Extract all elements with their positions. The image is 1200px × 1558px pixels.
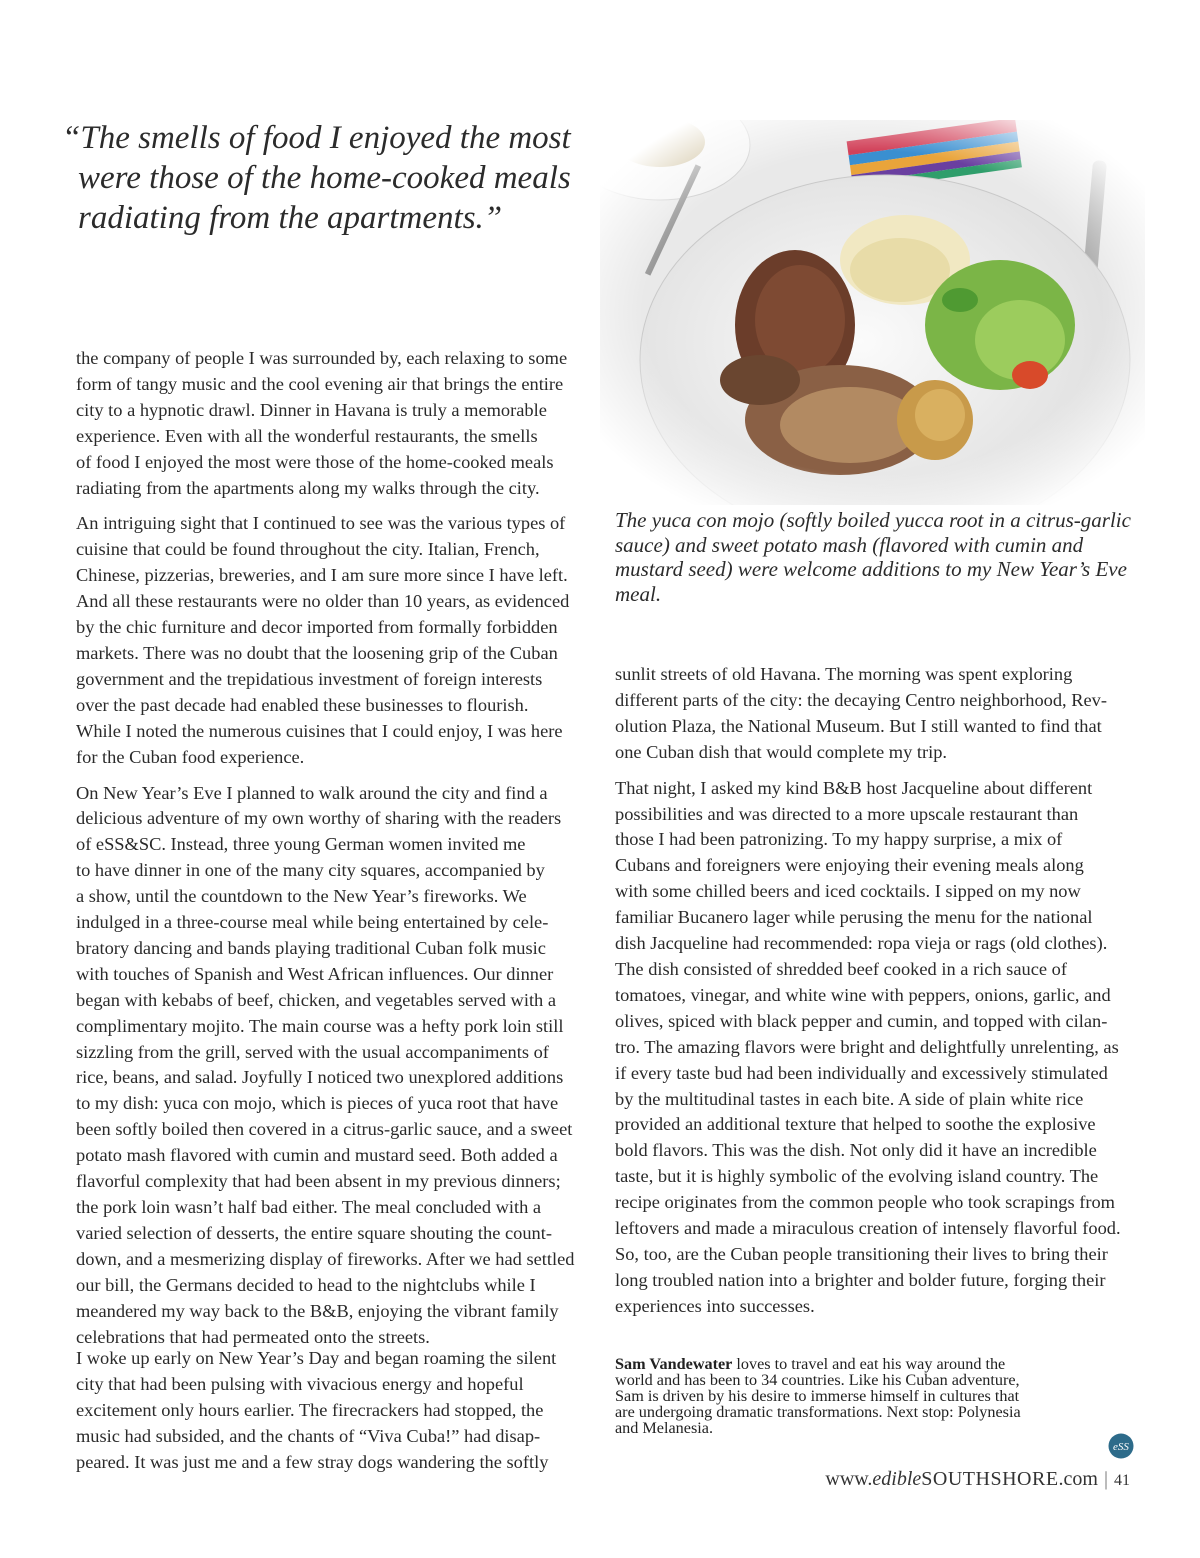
text-line: olives, spiced with black pepper and cumin, and topped with cilan-: [615, 1010, 1108, 1031]
text-line: provided an additional texture that helped to soothe the explosive: [615, 1114, 1096, 1135]
text-line: indulged in a three-course meal while being entertained by cele-: [76, 912, 549, 933]
bio-text: loves to travel and eat his way around the: [732, 1355, 1006, 1373]
text-line: to my dish: yuca con mojo, which is pieces of yuca root that have: [76, 1093, 559, 1114]
text-line: leftovers and made a miraculous creation of intensely flavorful food.: [615, 1218, 1121, 1239]
text-line: government and the trepidatious investment of foreign interests: [76, 668, 543, 689]
bio-line: world and has been to 34 countries. Like his Cuban adventure,: [615, 1371, 1020, 1389]
text-line: meandered my way back to the B&B, enjoying the vibrant family: [76, 1300, 559, 1321]
text-line: That night, I asked my kind B&B host Jacqueline about different: [615, 777, 1093, 798]
text-line: Cubans and foreigners were enjoying their evening meals along: [615, 855, 1084, 876]
caption-line: The yuca con mojo (softly boiled yucca root in a citrus-garlic: [615, 508, 1131, 532]
text-line: rice, beans, and salad. Joyfully I noticed two unexplored additions: [76, 1067, 564, 1088]
text-line: delicious adventure of my own worthy of sharing with the readers: [76, 808, 562, 829]
bio-line: are undergoing dramatic transformations. Next stop: Polynesia: [615, 1403, 1021, 1421]
paragraph: [76, 511, 586, 770]
text-line: I woke up early on New Year’s Day and began roaming the silent: [76, 1348, 557, 1368]
text-line: tro. The amazing flavors were bright and delightfully unrelenting, as: [615, 1036, 1119, 1057]
text-line: bratory dancing and bands playing traditional Cuban folk music: [76, 937, 546, 958]
paragraph: [76, 1346, 586, 1476]
right-column: [615, 662, 1145, 1330]
text-line: flavorful complexity that had been absent in my previous dinners;: [76, 1171, 561, 1192]
pull-quote-line: “The smells of food I enjoyed the most: [62, 120, 571, 156]
text-line: potato mash flavored with cumin and mustard seed. Both added a: [76, 1145, 558, 1166]
text-line: excitement only hours earlier. The firecrackers had stopped, the: [76, 1399, 544, 1420]
text-line: a show, until the countdown to the New Year’s fireworks. We: [76, 886, 527, 907]
paragraph: [76, 346, 586, 501]
photo-caption: [615, 508, 1145, 606]
url-suffix: .com: [1058, 1468, 1098, 1490]
text-line: radiating from the apartments along my walks through the city.: [76, 477, 540, 498]
text-line: of food I enjoyed the most were those of the home-cooked meals: [76, 451, 554, 472]
text-line: experiences into successes.: [615, 1295, 815, 1316]
text-line: with touches of Spanish and West African influences. Our dinner: [76, 963, 554, 984]
text-line: form of tangy music and the cool evening air that brings the entire: [76, 373, 564, 394]
author-bio: [615, 1356, 1115, 1436]
text-line: been softly boiled then covered in a citrus-garlic sauce, and a sweet: [76, 1119, 573, 1140]
caption-line: mustard seed) were welcome additions to my New Year’s Eve: [615, 557, 1127, 581]
left-column-top: [76, 346, 586, 1360]
text-line: city that had been pulsing with vivacious energy and hopeful: [76, 1373, 524, 1394]
text-line: complimentary mojito. The main course was a hefty pork loin still: [76, 1015, 564, 1036]
text-line: by the chic furniture and decor imported from formally forbidden: [76, 617, 558, 638]
text-line: over the past decade had enabled these businesses to flourish.: [76, 694, 529, 715]
text-line: tomatoes, vinegar, and white wine with peppers, onions, garlic, and: [615, 984, 1111, 1005]
pull-quote-line: were those of the home-cooked meals: [78, 160, 571, 196]
text-line: the company of people I was surrounded by, each relaxing to some: [76, 348, 568, 368]
footer-url: [825, 1468, 1098, 1490]
text-line: dish Jacqueline had recommended: ropa vieja or rags (old clothes).: [615, 933, 1108, 954]
text-line: the pork loin wasn’t half bad either. The meal concluded with a: [76, 1197, 542, 1217]
text-line: sizzling from the grill, served with the usual accompaniments of: [76, 1041, 549, 1062]
pull-quote-line: radiating from the apartments.”: [78, 200, 503, 236]
text-line: celebrations that had permeated onto the streets.: [76, 1326, 430, 1347]
text-line: On New Year’s Eve I planned to walk around the city and find a: [76, 782, 548, 803]
text-line: if every taste bud had been individually and excessively stimulated: [615, 1062, 1108, 1083]
text-line: music had subsided, and the chants of “Viva Cuba!” had disap-: [76, 1425, 541, 1446]
paragraph: [615, 662, 1145, 766]
bio-line: Sam is driven by his desire to immerse himself in cultures that: [615, 1387, 1020, 1405]
url-edible: edible: [872, 1468, 922, 1490]
text-line: for the Cuban food experience.: [76, 746, 305, 767]
footer-separator: |: [1103, 1468, 1108, 1490]
text-line: to have dinner in one of the many city squares, accompanied by: [76, 860, 545, 881]
page-number: 41: [1114, 1472, 1130, 1489]
text-line: varied selection of desserts, the entire square shouting the count-: [76, 1222, 552, 1243]
text-line: city to a hypnotic drawl. Dinner in Havana is truly a memorable: [76, 399, 547, 420]
url-brand: SOUTHSHORE: [921, 1468, 1059, 1490]
food-photo: [600, 120, 1145, 505]
caption-line: meal.: [615, 581, 662, 606]
pull-quote: [62, 118, 582, 238]
paragraph: [615, 776, 1145, 1320]
text-line: familiar Bucanero lager while perusing the menu for the national: [615, 907, 1093, 928]
bio-line: and Melanesia.: [615, 1419, 713, 1437]
text-line: with some chilled beers and iced cocktails. I sipped on my now: [615, 881, 1081, 902]
text-line: bold flavors. This was the dish. Not only did it have an incredible: [615, 1140, 1097, 1161]
url-prefix: www.: [825, 1468, 873, 1490]
text-line: experience. Even with all the wonderful restaurants, the smells: [76, 425, 538, 446]
page-footer: [780, 1466, 1130, 1494]
author-name: Sam Vandewater: [615, 1355, 733, 1373]
text-line: our bill, the Germans decided to head to the nightclubs while I: [76, 1274, 536, 1295]
text-line: And all these restaurants were no older than 10 years, as evidenced: [76, 591, 570, 612]
text-line: sunlit streets of old Havana. The morning was spent exploring: [615, 664, 1073, 684]
text-line: olution Plaza, the National Museum. But I still wanted to find that: [615, 715, 1102, 736]
text-line: markets. There was no doubt that the loosening grip of the Cuban: [76, 642, 558, 663]
text-line: Chinese, pizzerias, breweries, and I am sure more since I have left.: [76, 565, 568, 586]
text-line: one Cuban dish that would complete my trip.: [615, 741, 948, 762]
left-column-bottom: [76, 1346, 586, 1486]
paragraph: [76, 781, 586, 1351]
text-line: So, too, are the Cuban people transitioning their lives to bring their: [615, 1243, 1108, 1264]
text-line: recipe originates from the common people who took scrapings from: [615, 1192, 1115, 1213]
text-line: down, and a mesmerizing display of fireworks. After we had settled: [76, 1248, 575, 1269]
text-line: peared. It was just me and a few stray dogs wandering the softly: [76, 1451, 549, 1472]
bio-line: [615, 1356, 1115, 1372]
text-line: An intriguing sight that I continued to see was the various types of: [76, 513, 566, 534]
edible-southshore-logo-icon: [1108, 1433, 1134, 1459]
text-line: different parts of the city: the decaying Centro neighborhood, Rev-: [615, 689, 1107, 710]
text-line: The dish consisted of shredded beef cooked in a rich sauce of: [615, 958, 1067, 979]
logo-text: eSS: [1113, 1441, 1129, 1453]
text-line: long troubled nation into a brighter and bolder future, forging their: [615, 1269, 1106, 1290]
text-line: possibilities and was directed to a more upscale restaurant than: [615, 803, 1079, 824]
caption-line: sauce) and sweet potato mash (flavored with cumin and: [615, 532, 1084, 557]
text-line: those I had been patronizing. To my happy surprise, a mix of: [615, 829, 1063, 850]
text-line: cuisine that could be found throughout the city. Italian, French,: [76, 539, 540, 560]
text-line: by the multitudinal tastes in each bite. A side of plain white rice: [615, 1088, 1084, 1109]
text-line: of eSS&SC. Instead, three young German women invited me: [76, 834, 526, 855]
text-line: While I noted the numerous cuisines that I could enjoy, I was here: [76, 720, 563, 741]
text-line: began with kebabs of beef, chicken, and vegetables served with a: [76, 989, 557, 1010]
text-line: taste, but it is highly symbolic of the evolving island country. The: [615, 1166, 1099, 1187]
